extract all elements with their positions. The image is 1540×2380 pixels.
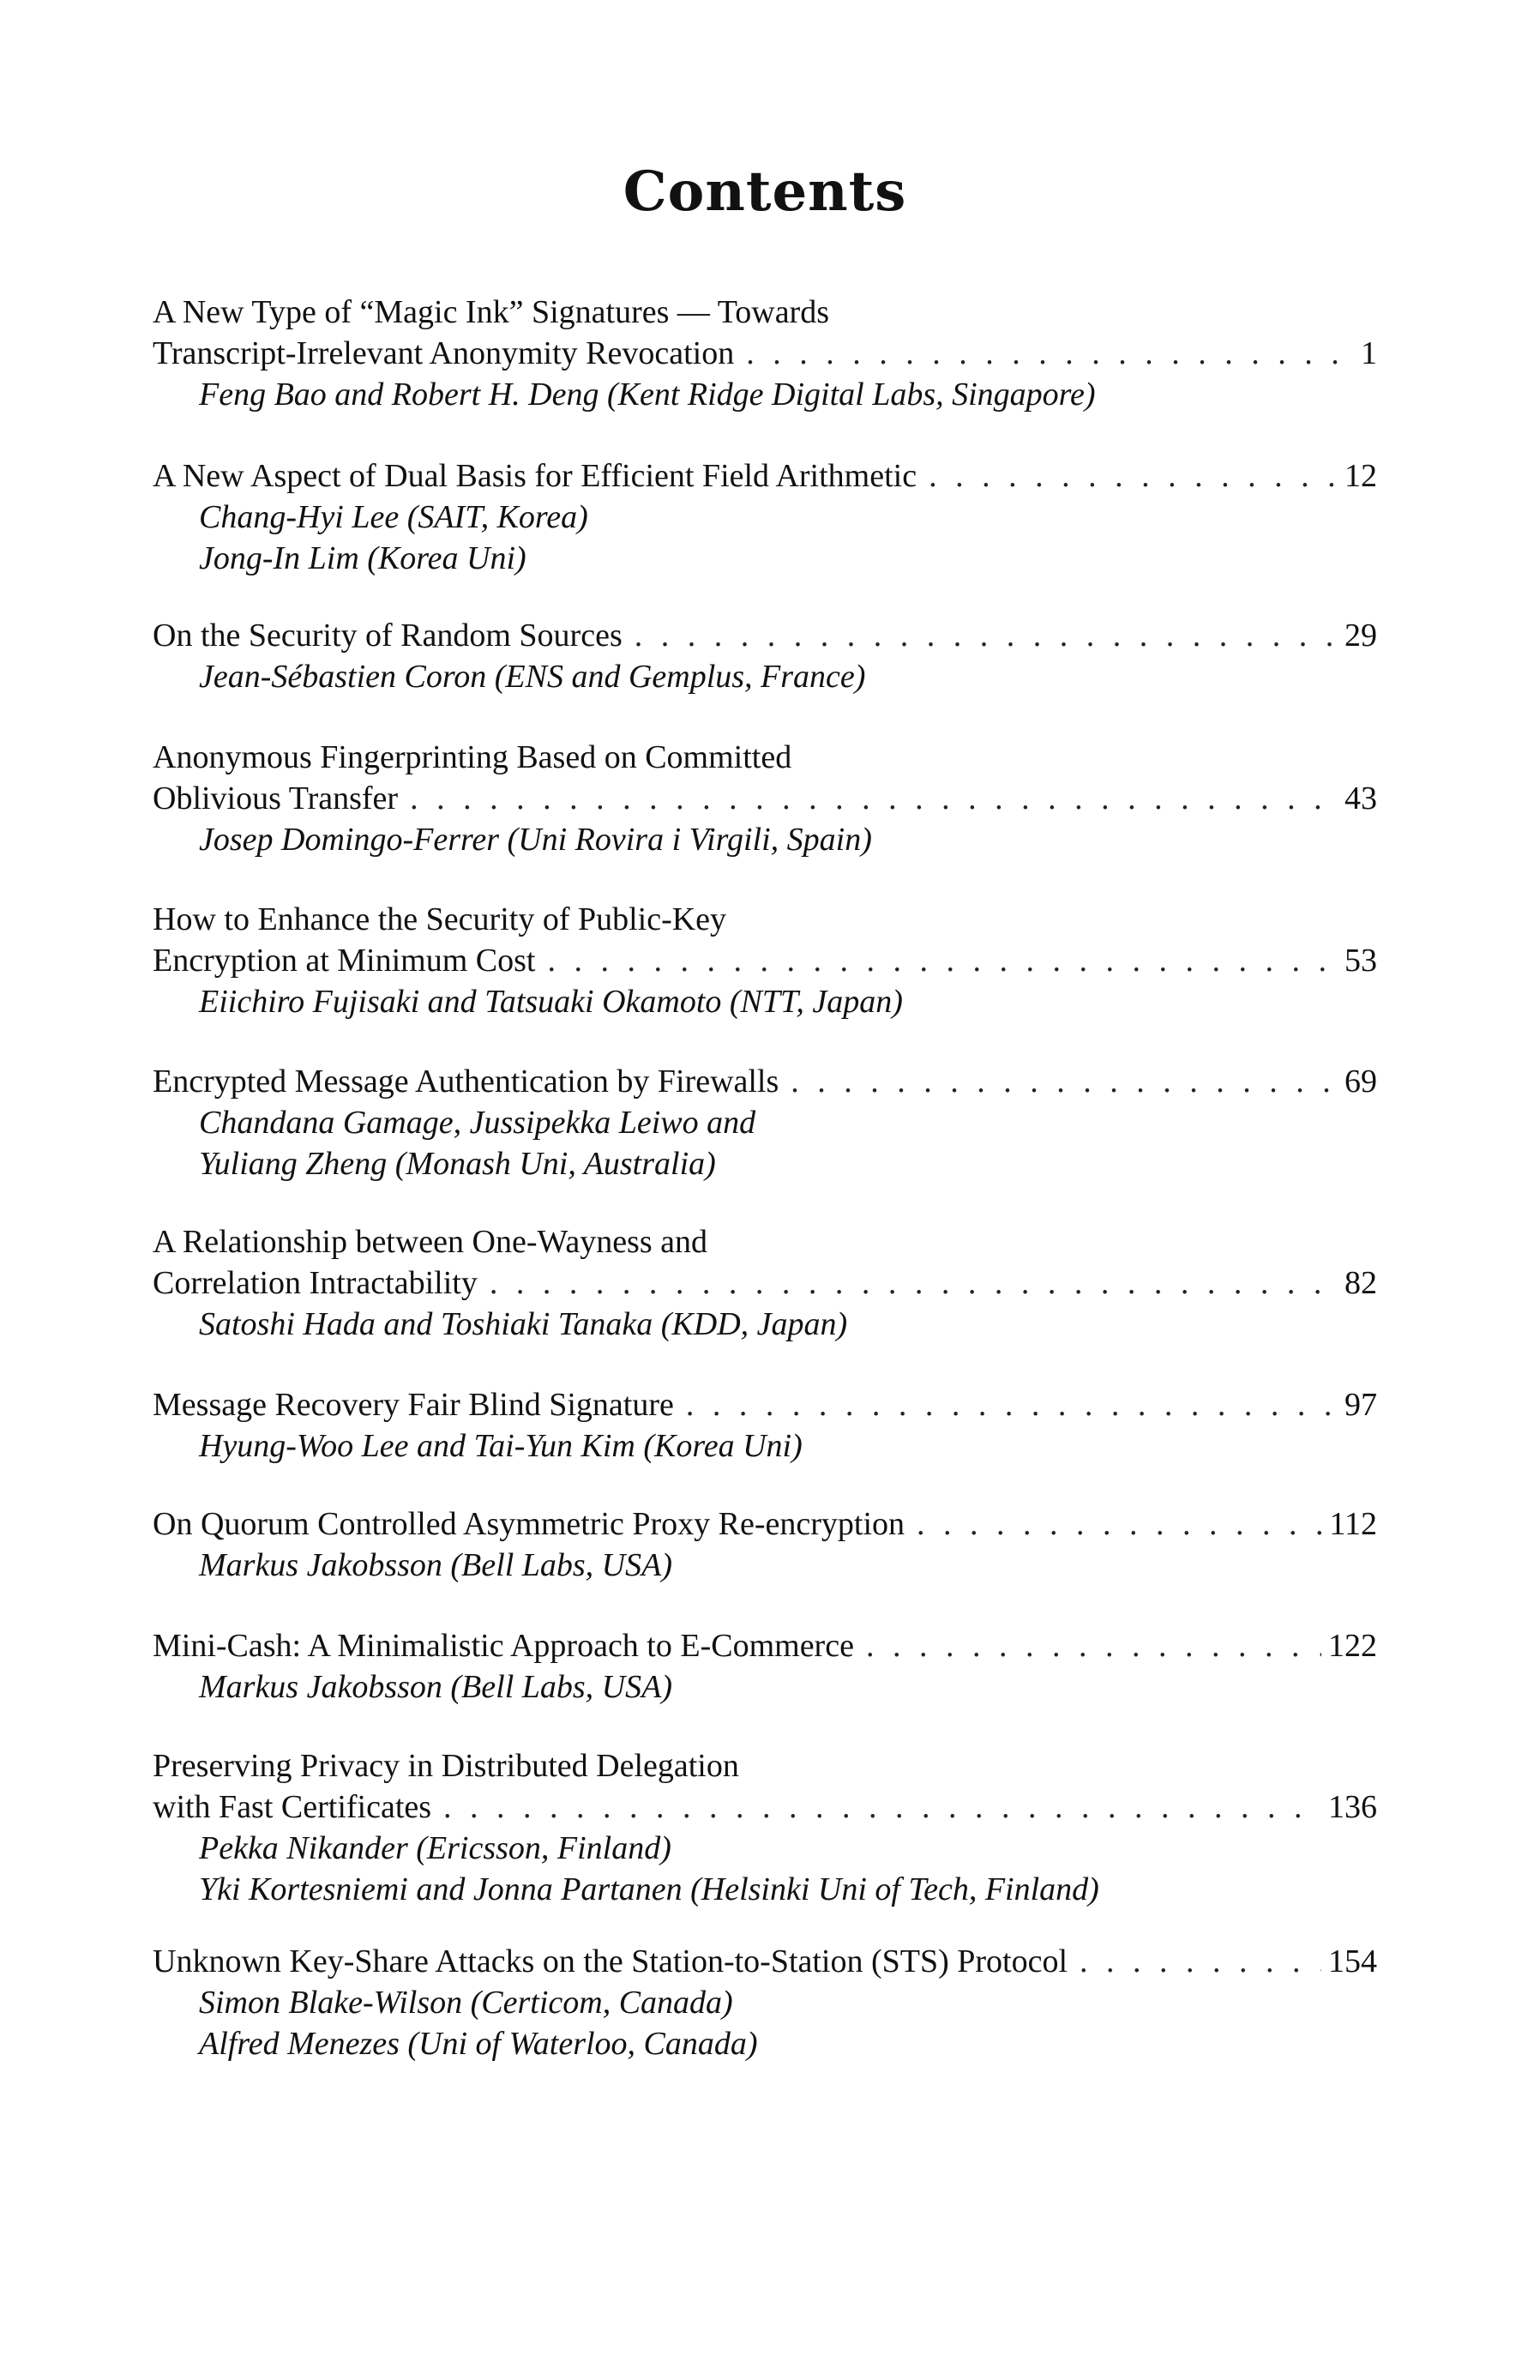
page-title: Contents — [623, 160, 907, 224]
toc-entry — [153, 737, 1377, 860]
dot-leader — [547, 940, 1338, 981]
dot-leader — [443, 1787, 1321, 1828]
dot-leader — [635, 615, 1338, 656]
entry-title-final-line — [153, 333, 1377, 374]
page-number: 43 — [1344, 780, 1377, 816]
toc-entry — [153, 1061, 1377, 1184]
dot-leader — [866, 1625, 1321, 1666]
entry-authors: Chang-Hyi Lee (SAIT, Korea) — [199, 499, 588, 535]
entry-authors: Alfred Menezes (Uni of Waterloo, Canada) — [199, 2026, 758, 2062]
toc-entry — [153, 1745, 1377, 1910]
entry-title-final-line — [153, 778, 1377, 819]
entry-title-final-line — [153, 1384, 1377, 1425]
toc-entry — [153, 1221, 1377, 1345]
entry-title-final-line — [153, 455, 1377, 497]
entry-title-final-line — [153, 1787, 1377, 1828]
toc-entry — [153, 1941, 1377, 2064]
page-number: 29 — [1344, 618, 1377, 654]
entry-title-text: Correlation Intractability — [153, 1265, 478, 1301]
entry-title-final-line — [153, 615, 1377, 656]
entry-authors: Pekka Nikander (Ericsson, Finland) — [199, 1830, 671, 1866]
entry-title-text: Message Recovery Fair Blind Signature — [153, 1387, 674, 1423]
entry-authors: Hyung-Woo Lee and Tai-Yun Kim (Korea Uni) — [199, 1428, 803, 1464]
dot-leader — [686, 1384, 1338, 1425]
entry-title-text: On the Security of Random Sources — [153, 618, 623, 654]
toc-entry — [153, 292, 1377, 415]
entry-title-final-line — [153, 1061, 1377, 1102]
entry-authors: Satoshi Hada and Toshiaki Tanaka (KDD, Japan) — [199, 1306, 848, 1342]
page-number: 82 — [1344, 1265, 1377, 1301]
dot-leader — [1080, 1941, 1321, 1982]
entry-title-line: A Relationship between One-Wayness and — [153, 1224, 708, 1260]
entry-title-line: Anonymous Fingerprinting Based on Committed — [153, 739, 792, 775]
page-number: 136 — [1328, 1789, 1377, 1825]
entry-title-text: Oblivious Transfer — [153, 780, 399, 816]
page-number: 112 — [1329, 1506, 1377, 1542]
page-number: 122 — [1328, 1628, 1377, 1664]
dot-leader — [929, 455, 1338, 497]
dot-leader — [410, 778, 1338, 819]
entry-title-line: Preserving Privacy in Distributed Delegation — [153, 1748, 739, 1784]
entry-title-text: Encrypted Message Authentication by Firewalls — [153, 1063, 779, 1100]
entry-title-line: A New Type of “Magic Ink” Signatures — Towards — [153, 294, 830, 330]
entry-title-final-line — [153, 940, 1377, 981]
entry-authors: Markus Jakobsson (Bell Labs, USA) — [199, 1669, 672, 1705]
entry-authors: Chandana Gamage, Jussipekka Leiwo and — [199, 1105, 756, 1141]
dot-leader — [746, 333, 1354, 374]
page-number: 12 — [1344, 458, 1377, 494]
entry-title-line: How to Enhance the Security of Public-Key — [153, 901, 727, 937]
toc-entry — [153, 615, 1377, 697]
entry-authors: Feng Bao and Robert H. Deng (Kent Ridge Digital Labs, Singapore) — [199, 377, 1096, 413]
dot-leader — [791, 1061, 1338, 1102]
toc-entry — [153, 899, 1377, 1022]
page-number: 69 — [1344, 1063, 1377, 1100]
page-number: 1 — [1361, 335, 1377, 371]
entry-title-text: Unknown Key-Share Attacks on the Station-to-Station (STS) Protocol — [153, 1943, 1068, 1979]
entry-title-text: with Fast Certificates — [153, 1789, 432, 1825]
page-number: 97 — [1344, 1387, 1377, 1423]
entry-title-final-line — [153, 1625, 1377, 1666]
entry-authors: Yuliang Zheng (Monash Uni, Australia) — [199, 1146, 716, 1182]
page-number: 154 — [1328, 1943, 1377, 1979]
entry-authors: Jong-In Lim (Korea Uni) — [199, 540, 526, 576]
entry-title-final-line — [153, 1503, 1377, 1545]
dot-leader — [490, 1262, 1338, 1304]
entry-title-text: Mini-Cash: A Minimalistic Approach to E-Commerce — [153, 1628, 854, 1664]
entry-title-final-line — [153, 1262, 1377, 1304]
toc-entry — [153, 1384, 1377, 1467]
entry-title-text: On Quorum Controlled Asymmetric Proxy Re-encryption — [153, 1506, 905, 1542]
entry-title-text: Transcript-Irrelevant Anonymity Revocation — [153, 335, 735, 371]
entry-authors: Josep Domingo-Ferrer (Uni Rovira i Virgili, Spain) — [199, 822, 872, 858]
entry-authors: Eiichiro Fujisaki and Tatsuaki Okamoto (NTT, Japan) — [199, 984, 903, 1020]
dot-leader — [917, 1503, 1322, 1545]
entry-title-final-line — [153, 1941, 1377, 1982]
entry-authors: Simon Blake-Wilson (Certicom, Canada) — [199, 1985, 733, 2021]
entry-authors: Jean-Sébastien Coron (ENS and Gemplus, France) — [199, 659, 866, 695]
entry-title-text: Encryption at Minimum Cost — [153, 943, 536, 979]
entry-authors: Yki Kortesniemi and Jonna Partanen (Helsinki Uni of Tech, Finland) — [199, 1871, 1099, 1907]
toc-entry — [153, 1503, 1377, 1586]
toc-entry — [153, 455, 1377, 579]
entry-authors: Markus Jakobsson (Bell Labs, USA) — [199, 1547, 672, 1583]
page-number: 53 — [1344, 943, 1377, 979]
toc-entry — [153, 1625, 1377, 1708]
entry-title-text: A New Aspect of Dual Basis for Efficient Field Arithmetic — [153, 458, 917, 494]
